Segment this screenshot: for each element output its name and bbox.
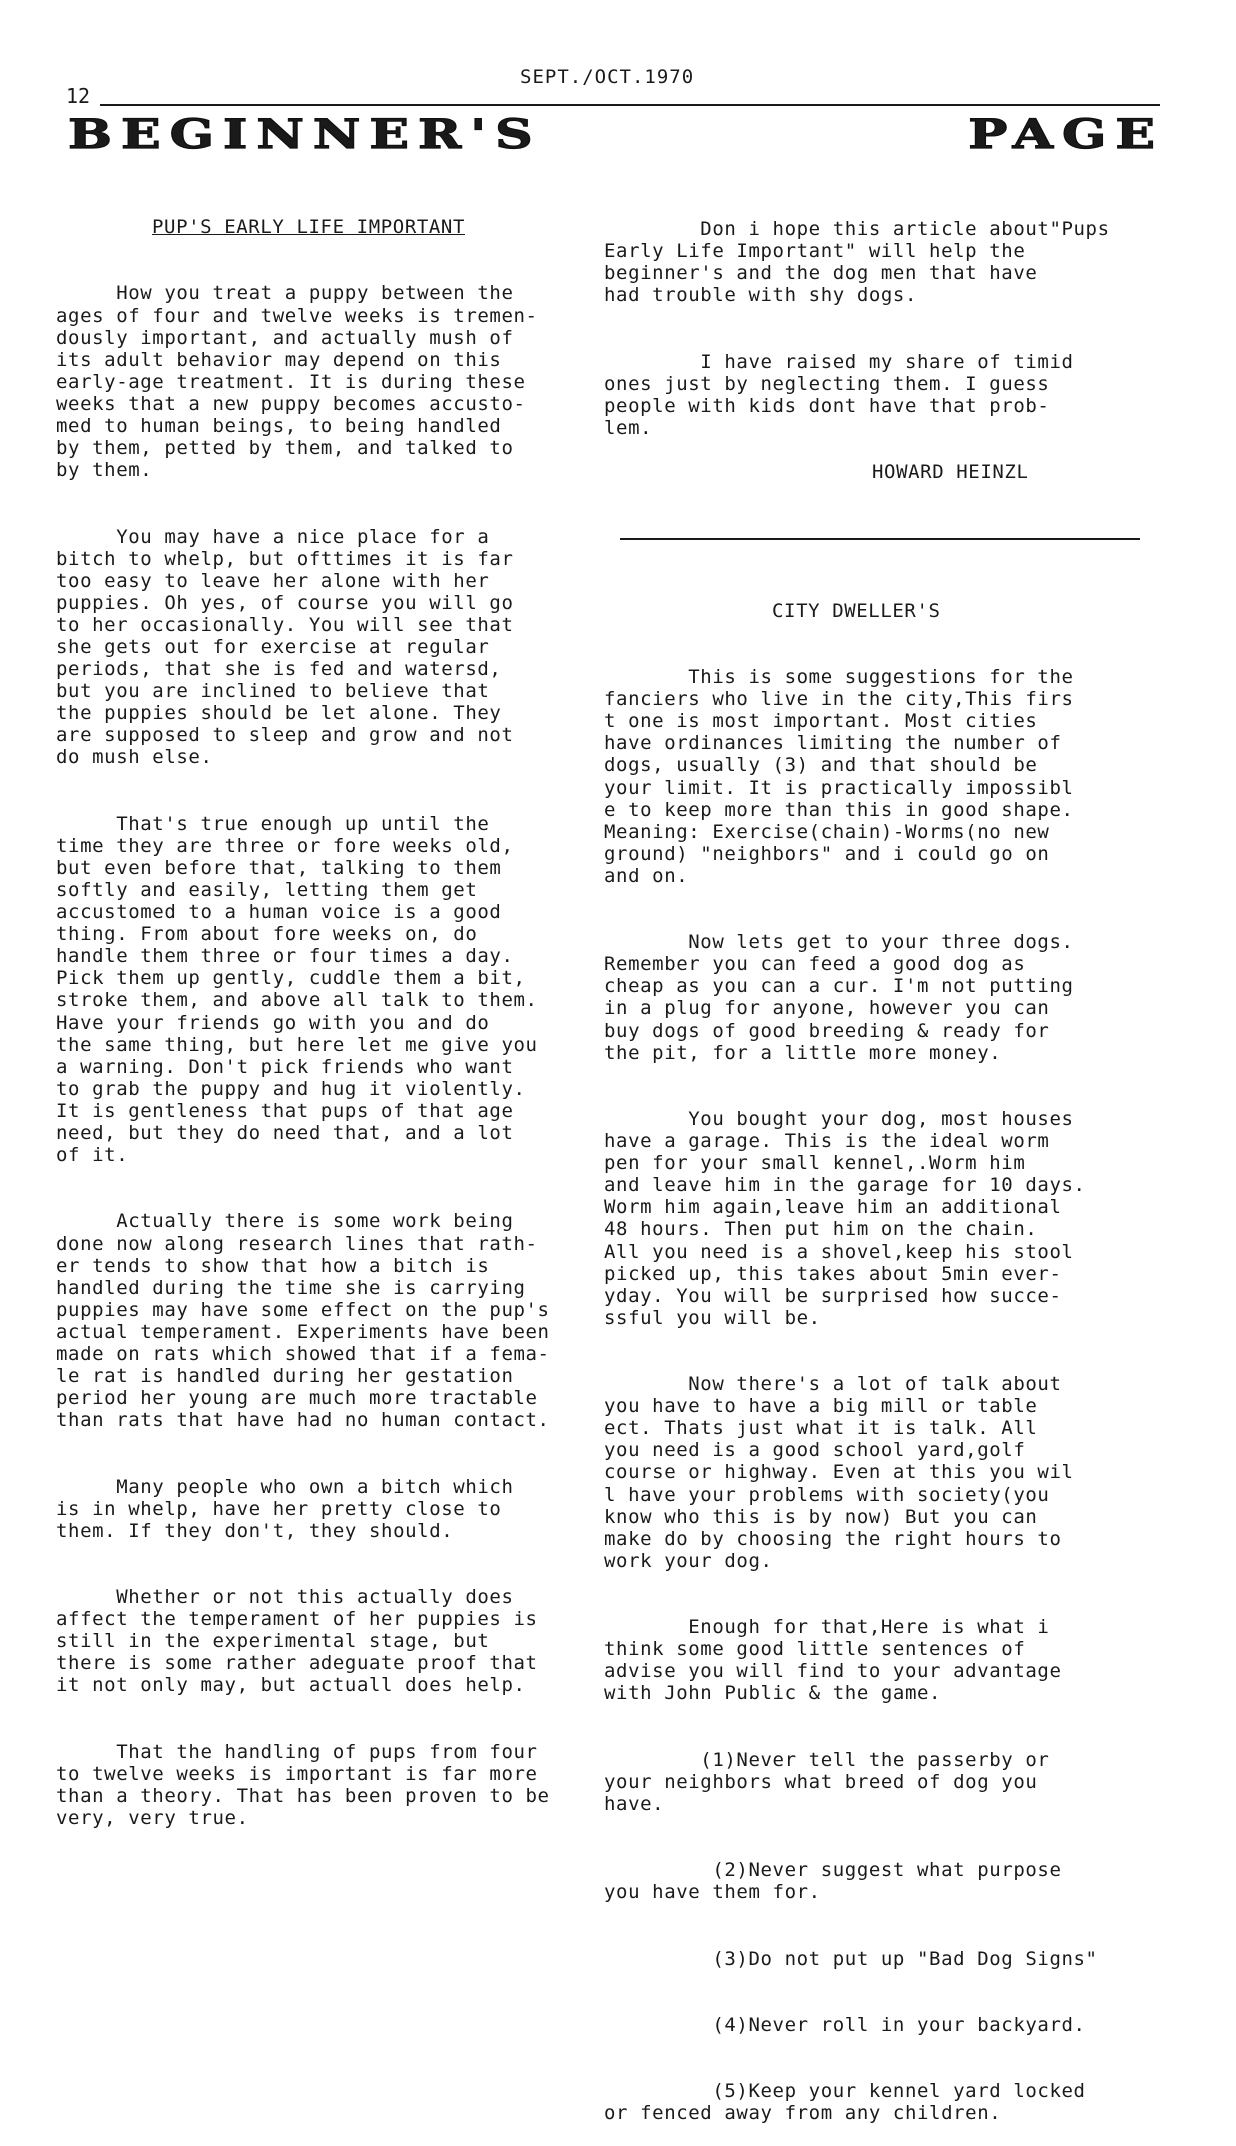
tip-item: (1)Never tell the passerby or your neighbors what breed of dog you have. bbox=[604, 1748, 1050, 1815]
intro-paragraph: Don i hope this article about"Pups Early Life Important" will help the beginner's and the dog men that have had trouble with shy dogs. bbox=[604, 218, 1110, 307]
issue-date: SEPT./OCT.1970 bbox=[520, 66, 695, 88]
section-divider bbox=[620, 538, 1140, 540]
article-title: PUP'S EARLY LIFE IMPORTANT bbox=[152, 216, 466, 239]
tip-item: (5)Keep your kennel yard locked or fenced away from any children. bbox=[604, 2080, 1086, 2125]
article-paragraph: That's true enough up until the time they are three or fore weeks old, but even before that, talking to them softly and easily, letting them get accustomed to a human voice is a good thing. From about fore weeks on, do handle them three or four times a day. Pick them up gently, cuddle them a bit, stroke them, and above all talk to them. Have your friends go with you and do the same thing, but here let me give you a warning. Don't pick friends who want to grab the puppy and hug it violently. It is gentleness that pups of that age need, but they do need that, and a lot of it. bbox=[56, 812, 538, 1167]
right-column bbox=[604, 174, 1204, 2146]
article-paragraph: Many people who own a bitch which is in whelp, have her pretty close to them. If they don't, they should. bbox=[56, 1475, 514, 1542]
section-paragraph: This is some suggestions for the fanciers who live in the city,This firs t one is most important. Most cities have ordinances limiting the number of dogs, usually (3) and that should be your limit. It is practically impossibl e to keep more than this in good shape. Meaning: Exercise(chain)-Worms(no new ground) "neighbors" and i could go on and on. bbox=[604, 666, 1074, 887]
section-paragraph: Now lets get to your three dogs. Remember you can feed a good dog as cheap as you can a cur. I'm not putting in a plug for anyone, however you can buy dogs of good breeding & ready for the pit, for a little more money. bbox=[604, 931, 1074, 1064]
article-paragraph: Actually there is some work being done now along research lines that rath- er tends to show that how a bitch is handled during the time she is carrying puppies may have some effect on the pup's actual temperament. Experiments have been made on rats which showed that if a fema- le rat is handled during her gestation period her young are much more tractable than rats that have had no human contact. bbox=[56, 1210, 550, 1432]
article-paragraph: That the handling of pups from four to twelve weeks is important is far more than a theory. That has been proven to be very, very true. bbox=[56, 1740, 550, 1829]
section-title: CITY DWELLER'S bbox=[772, 599, 941, 622]
banner-word-page: PAGE bbox=[968, 110, 1164, 158]
article-paragraph: Whether or not this actually does affect the temperament of her puppies is still in the experimental stage, but there is some rather adeguate proof that it not only may, but actuall does help. bbox=[56, 1586, 538, 1697]
page-banner bbox=[68, 112, 1168, 156]
section-paragraph: You bought your dog, most houses have a garage. This is the ideal worm pen for your small kennel,.Worm him and leave him in the garage for 10 days. Worm him again,leave him an additional 48 hours. Then put him on the chain. All you need is a shovel,keep his stool picked up, this takes about 5min ever- yday. You will be surprised how succe- ssful you will be. bbox=[604, 1107, 1086, 1329]
article-paragraph: How you treat a puppy between the ages of four and twelve weeks is tremen- dously important, and actually mush of its adult behavior may depend on this early-age treatment. It is during these weeks that a new puppy becomes accusto- med to human beings, to being handled by them, petted by them, and talked to by them. bbox=[56, 282, 538, 482]
intro-paragraph: I have raised my share of timid ones just by neglecting them. I guess people with kids dont have that prob- lem. bbox=[604, 350, 1074, 440]
section-paragraph: Now there's a lot of talk about you have to have a big mill or table ect. Thats just what it is talk. All you need is a good school yard,golf course or highway. Even at this you wil l have your problems with society(you know who this is by now) But you can make do by choosing the right hours to work your dog. bbox=[604, 1373, 1074, 1572]
tip-item: (4)Never roll in your backyard. bbox=[604, 2013, 1086, 2036]
article-paragraph: You may have a nice place for a bitch to whelp, but ofttimes it is far too easy to leave her alone with her puppies. Oh yes, of course you will go to her occasionally. You will see that she gets out for exercise at regular periods, that she is fed and watersd, but you are inclined to believe that the puppies should be let alone. They are supposed to sleep and grow and not do mush else. bbox=[56, 525, 514, 769]
banner-word-beginners: BEGINNER'S bbox=[68, 110, 542, 158]
left-column bbox=[56, 172, 616, 1851]
author-signature: HOWARD HEINZL bbox=[872, 461, 1029, 484]
header-rule bbox=[100, 104, 1160, 106]
section-paragraph: Enough for that,Here is what i think some good little sentences of advise you will find to your advantage with John Public & the game. bbox=[604, 1616, 1062, 1705]
tip-item: (2)Never suggest what purpose you have them for. bbox=[604, 1859, 1062, 1904]
tip-item: (3)Do not put up "Bad Dog Signs" bbox=[604, 1947, 1098, 1970]
page-number: 12 bbox=[66, 84, 91, 108]
